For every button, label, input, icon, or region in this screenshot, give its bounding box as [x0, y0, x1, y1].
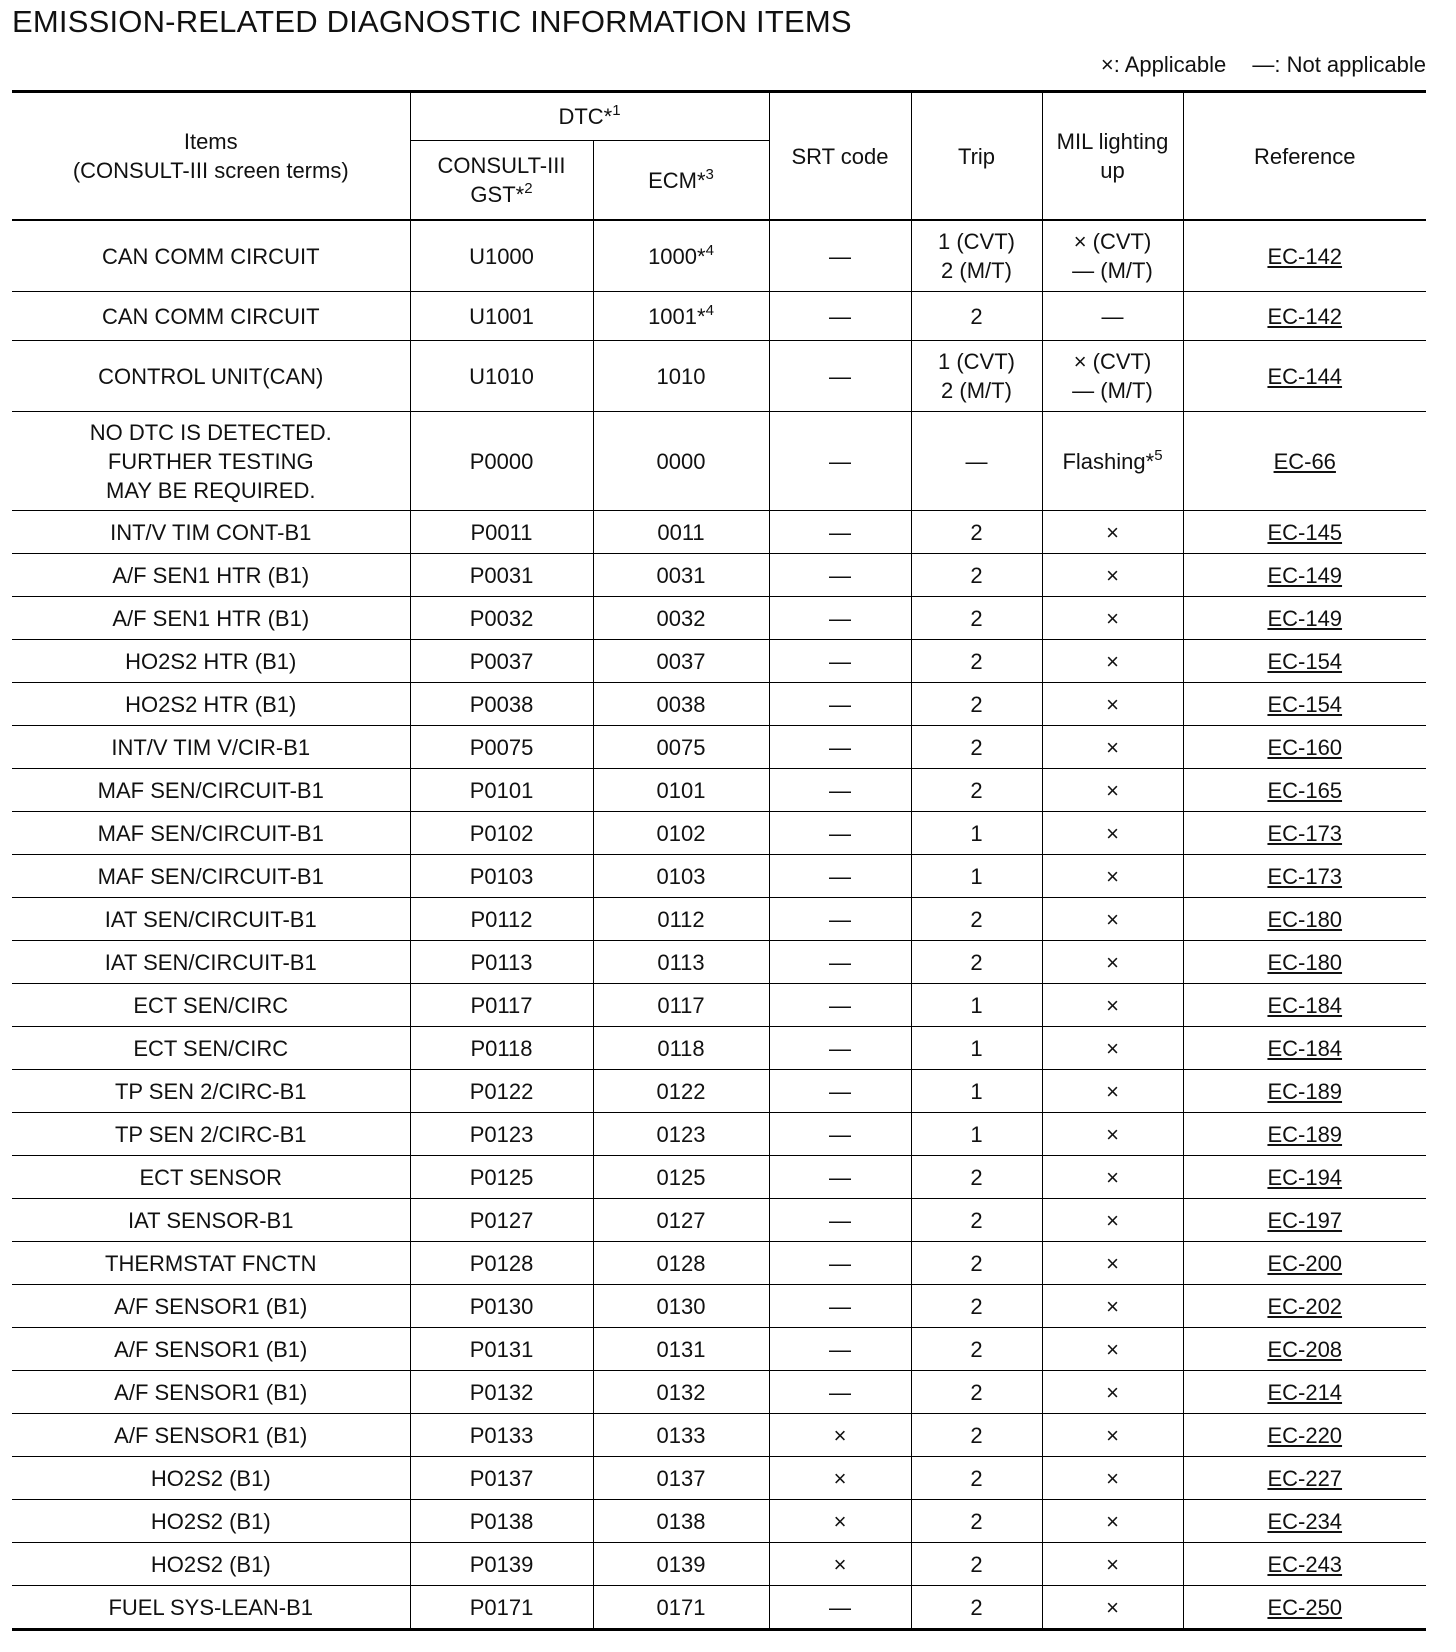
trip-cell: 2	[911, 640, 1042, 683]
table-body	[12, 220, 1426, 1630]
item-cell: MAF SEN/CIRCUIT-B1	[12, 812, 410, 855]
ecm-cell: 0011	[593, 511, 769, 554]
table-row	[12, 1113, 1426, 1156]
mil-cell: ×	[1042, 511, 1183, 554]
srt-cell: —	[769, 1242, 911, 1285]
trip-cell: 2	[911, 941, 1042, 984]
ecm-cell: 0101	[593, 769, 769, 812]
reference-link[interactable]: EC-165	[1183, 769, 1426, 812]
table-row	[12, 511, 1426, 554]
table-row	[12, 1500, 1426, 1543]
item-line: NO DTC IS DETECTED.	[89, 419, 332, 445]
consult-cell: P0133	[410, 1414, 593, 1457]
mil-cell: ×	[1042, 1328, 1183, 1371]
header-mil-line1: MIL lighting	[1056, 129, 1169, 154]
trip-cell: 2	[911, 597, 1042, 640]
reference-link[interactable]: EC-142	[1183, 292, 1426, 341]
ecm-code: 1001*	[648, 303, 706, 329]
trip-cell: 2	[911, 1457, 1042, 1500]
ecm-cell: 0117	[593, 984, 769, 1027]
trip-cell	[911, 341, 1042, 412]
reference-link[interactable]: EC-214	[1183, 1371, 1426, 1414]
consult-cell: P0139	[410, 1543, 593, 1586]
mil-cell: ×	[1042, 769, 1183, 812]
ecm-cell: 0112	[593, 898, 769, 941]
reference-link[interactable]: EC-149	[1183, 554, 1426, 597]
header-ecm	[593, 141, 769, 221]
item-cell: INT/V TIM CONT-B1	[12, 511, 410, 554]
mil-cell: ×	[1042, 554, 1183, 597]
mil-footnote: 5	[1154, 446, 1163, 464]
ecm-footnote: 4	[705, 241, 714, 259]
srt-cell: —	[769, 941, 911, 984]
srt-cell: —	[769, 898, 911, 941]
table-row	[12, 1371, 1426, 1414]
consult-cell: P0031	[410, 554, 593, 597]
consult-cell: P0132	[410, 1371, 593, 1414]
table-row	[12, 554, 1426, 597]
reference-link[interactable]: EC-180	[1183, 941, 1426, 984]
ecm-cell: 0032	[593, 597, 769, 640]
table-row	[12, 769, 1426, 812]
table-row	[12, 597, 1426, 640]
mil-cell: ×	[1042, 941, 1183, 984]
trip-line: 2 (M/T)	[941, 378, 1012, 403]
ecm-cell: 0122	[593, 1070, 769, 1113]
ecm-cell: 0102	[593, 812, 769, 855]
table-row	[12, 341, 1426, 412]
ecm-cell: 1010	[593, 341, 769, 412]
consult-cell: P0038	[410, 683, 593, 726]
mil-line: — (M/T)	[1072, 258, 1153, 283]
consult-cell: P0171	[410, 1586, 593, 1630]
header-ecm-label: ECM*	[648, 167, 706, 193]
reference-link[interactable]: EC-145	[1183, 511, 1426, 554]
srt-cell: —	[769, 1328, 911, 1371]
ecm-cell: 0075	[593, 726, 769, 769]
trip-cell: 2	[911, 1285, 1042, 1328]
item-cell: A/F SENSOR1 (B1)	[12, 1328, 410, 1371]
reference-link[interactable]: EC-189	[1183, 1070, 1426, 1113]
reference-link[interactable]: EC-184	[1183, 984, 1426, 1027]
reference-link[interactable]: EC-66	[1183, 412, 1426, 511]
srt-cell: —	[769, 220, 911, 292]
srt-cell: —	[769, 341, 911, 412]
consult-cell: P0011	[410, 511, 593, 554]
consult-cell: U1010	[410, 341, 593, 412]
item-cell: IAT SEN/CIRCUIT-B1	[12, 898, 410, 941]
srt-cell: —	[769, 511, 911, 554]
item-cell: TP SEN 2/CIRC-B1	[12, 1113, 410, 1156]
srt-cell: —	[769, 683, 911, 726]
header-items	[12, 92, 410, 221]
table-row	[12, 1457, 1426, 1500]
legend-not-applicable: —: Not applicable	[1252, 52, 1426, 77]
srt-cell: —	[769, 1156, 911, 1199]
trip-cell: 2	[911, 1156, 1042, 1199]
item-cell	[12, 412, 410, 511]
ecm-cell: 0000	[593, 412, 769, 511]
header-mil-line2: up	[1100, 158, 1125, 183]
item-cell: ECT SENSOR	[12, 1156, 410, 1199]
item-cell: FUEL SYS-LEAN-B1	[12, 1586, 410, 1630]
header-consult	[410, 141, 593, 221]
reference-link[interactable]: EC-184	[1183, 1027, 1426, 1070]
item-cell: ECT SEN/CIRC	[12, 1027, 410, 1070]
mil-cell: ×	[1042, 1199, 1183, 1242]
table-row	[12, 1543, 1426, 1586]
srt-cell: —	[769, 855, 911, 898]
mil-cell	[1042, 412, 1183, 511]
ecm-footnote: 4	[705, 301, 714, 319]
table-row	[12, 1156, 1426, 1199]
table-row	[12, 812, 1426, 855]
mil-cell: ×	[1042, 1371, 1183, 1414]
consult-cell: P0118	[410, 1027, 593, 1070]
reference-link[interactable]: EC-197	[1183, 1199, 1426, 1242]
trip-cell: 2	[911, 898, 1042, 941]
header-dtc-sup: 1	[612, 102, 621, 119]
consult-cell: P0131	[410, 1328, 593, 1371]
srt-cell: ×	[769, 1414, 911, 1457]
consult-cell: P0102	[410, 812, 593, 855]
header-consult-sup: 2	[524, 180, 533, 197]
table-row	[12, 683, 1426, 726]
trip-cell: 2	[911, 1242, 1042, 1285]
item-cell: IAT SENSOR-B1	[12, 1199, 410, 1242]
ecm-cell: 0128	[593, 1242, 769, 1285]
consult-cell: P0130	[410, 1285, 593, 1328]
mil-cell: ×	[1042, 1285, 1183, 1328]
reference-link[interactable]: EC-227	[1183, 1457, 1426, 1500]
reference-link[interactable]: EC-234	[1183, 1500, 1426, 1543]
reference-link[interactable]: EC-144	[1183, 341, 1426, 412]
srt-cell: —	[769, 812, 911, 855]
consult-cell: P0037	[410, 640, 593, 683]
reference-link[interactable]: EC-250	[1183, 1586, 1426, 1630]
trip-cell: 1	[911, 1027, 1042, 1070]
mil-cell: ×	[1042, 1457, 1183, 1500]
trip-cell: 1	[911, 984, 1042, 1027]
reference-link[interactable]: EC-142	[1183, 220, 1426, 292]
item-cell: A/F SEN1 HTR (B1)	[12, 554, 410, 597]
srt-cell: —	[769, 984, 911, 1027]
ecm-cell: 0131	[593, 1328, 769, 1371]
table-row	[12, 941, 1426, 984]
table-row	[12, 1328, 1426, 1371]
ecm-cell	[593, 220, 769, 292]
header-items-line2: (CONSULT-III screen terms)	[72, 158, 349, 183]
mil-line: — (M/T)	[1072, 378, 1153, 403]
legend-applicable: ×: Applicable	[1100, 52, 1227, 77]
header-dtc-label: DTC*	[558, 104, 613, 129]
mil-line: × (CVT)	[1073, 349, 1152, 374]
srt-cell: ×	[769, 1457, 911, 1500]
mil-cell: ×	[1042, 855, 1183, 898]
item-cell: A/F SENSOR1 (B1)	[12, 1371, 410, 1414]
consult-cell: P0101	[410, 769, 593, 812]
header-reference: Reference	[1183, 92, 1426, 221]
item-cell: CONTROL UNIT(CAN)	[12, 341, 410, 412]
srt-cell: —	[769, 1070, 911, 1113]
consult-cell: P0122	[410, 1070, 593, 1113]
header-trip: Trip	[911, 92, 1042, 221]
item-cell: HO2S2 (B1)	[12, 1500, 410, 1543]
trip-cell	[911, 220, 1042, 292]
srt-cell: —	[769, 726, 911, 769]
item-cell: A/F SENSOR1 (B1)	[12, 1414, 410, 1457]
reference-link[interactable]: EC-154	[1183, 683, 1426, 726]
ecm-cell: 0103	[593, 855, 769, 898]
table-row	[12, 1285, 1426, 1328]
trip-cell: 1	[911, 812, 1042, 855]
ecm-cell: 0137	[593, 1457, 769, 1500]
mil-cell: ×	[1042, 597, 1183, 640]
reference-link[interactable]: EC-220	[1183, 1414, 1426, 1457]
trip-cell: 2	[911, 1586, 1042, 1630]
consult-cell: P0138	[410, 1500, 593, 1543]
reference-link[interactable]: EC-243	[1183, 1543, 1426, 1586]
consult-cell: P0103	[410, 855, 593, 898]
mil-cell: ×	[1042, 984, 1183, 1027]
mil-cell: ×	[1042, 1156, 1183, 1199]
trip-line: 2 (M/T)	[941, 258, 1012, 283]
item-cell: HO2S2 HTR (B1)	[12, 640, 410, 683]
header-dtc	[410, 92, 769, 141]
item-cell: CAN COMM CIRCUIT	[12, 220, 410, 292]
mil-cell: ×	[1042, 1543, 1183, 1586]
page-title: EMISSION-RELATED DIAGNOSTIC INFORMATION ITEMS	[12, 4, 852, 39]
srt-cell: —	[769, 1199, 911, 1242]
mil-cell: ×	[1042, 1027, 1183, 1070]
ecm-cell: 0171	[593, 1586, 769, 1630]
header-mil	[1042, 92, 1183, 221]
consult-cell: P0127	[410, 1199, 593, 1242]
consult-cell: P0128	[410, 1242, 593, 1285]
ecm-cell: 0123	[593, 1113, 769, 1156]
srt-cell: —	[769, 597, 911, 640]
consult-cell: P0137	[410, 1457, 593, 1500]
item-cell: MAF SEN/CIRCUIT-B1	[12, 769, 410, 812]
reference-link[interactable]: EC-149	[1183, 597, 1426, 640]
table-row	[12, 1027, 1426, 1070]
consult-cell: P0117	[410, 984, 593, 1027]
item-cell: THERMSTAT FNCTN	[12, 1242, 410, 1285]
mil-cell: —	[1042, 292, 1183, 341]
item-cell: HO2S2 HTR (B1)	[12, 683, 410, 726]
ecm-cell: 0037	[593, 640, 769, 683]
consult-cell: P0123	[410, 1113, 593, 1156]
header-ecm-sup: 3	[705, 165, 714, 183]
trip-cell: 2	[911, 1199, 1042, 1242]
mil-line: × (CVT)	[1073, 229, 1152, 254]
reference-link[interactable]: EC-208	[1183, 1328, 1426, 1371]
mil-cell: ×	[1042, 812, 1183, 855]
ecm-cell: 0031	[593, 554, 769, 597]
mil-cell: ×	[1042, 683, 1183, 726]
consult-cell: P0112	[410, 898, 593, 941]
reference-link[interactable]: EC-154	[1183, 640, 1426, 683]
srt-cell: —	[769, 1586, 911, 1630]
item-line: FURTHER TESTING	[107, 448, 314, 474]
srt-cell: —	[769, 1371, 911, 1414]
reference-link[interactable]: EC-202	[1183, 1285, 1426, 1328]
table-row	[12, 855, 1426, 898]
trip-cell: 2	[911, 1328, 1042, 1371]
ecm-cell: 0125	[593, 1156, 769, 1199]
mil-cell: ×	[1042, 1113, 1183, 1156]
item-cell: ECT SEN/CIRC	[12, 984, 410, 1027]
reference-link[interactable]: EC-173	[1183, 812, 1426, 855]
reference-link[interactable]: EC-180	[1183, 898, 1426, 941]
mil-cell: ×	[1042, 1586, 1183, 1630]
item-line: MAY BE REQUIRED.	[106, 477, 316, 503]
mil-cell: ×	[1042, 1070, 1183, 1113]
ecm-cell: 0038	[593, 683, 769, 726]
item-cell: CAN COMM CIRCUIT	[12, 292, 410, 341]
table-row	[12, 726, 1426, 769]
srt-cell: —	[769, 1285, 911, 1328]
consult-cell: U1000	[410, 220, 593, 292]
mil-cell: ×	[1042, 726, 1183, 769]
trip-cell: 1	[911, 1113, 1042, 1156]
item-cell: HO2S2 (B1)	[12, 1457, 410, 1500]
mil-cell: ×	[1042, 1414, 1183, 1457]
consult-cell: P0075	[410, 726, 593, 769]
ecm-cell: 0138	[593, 1500, 769, 1543]
mil-cell: ×	[1042, 1242, 1183, 1285]
header-consult-line2: GST*	[470, 182, 525, 207]
mil-value: Flashing*	[1062, 448, 1155, 474]
reference-link[interactable]: EC-189	[1183, 1113, 1426, 1156]
reference-link[interactable]: EC-160	[1183, 726, 1426, 769]
item-cell: A/F SEN1 HTR (B1)	[12, 597, 410, 640]
trip-cell: 2	[911, 726, 1042, 769]
mil-cell	[1042, 341, 1183, 412]
reference-link[interactable]: EC-173	[1183, 855, 1426, 898]
consult-cell: U1001	[410, 292, 593, 341]
srt-cell: —	[769, 412, 911, 511]
table-row	[12, 1586, 1426, 1630]
srt-cell: ×	[769, 1543, 911, 1586]
consult-cell: P0125	[410, 1156, 593, 1199]
table-row	[12, 1242, 1426, 1285]
table-row	[12, 1070, 1426, 1113]
header-items-line1: Items	[183, 129, 238, 154]
trip-cell: 2	[911, 554, 1042, 597]
reference-link[interactable]: EC-194	[1183, 1156, 1426, 1199]
srt-cell: —	[769, 292, 911, 341]
srt-cell: ×	[769, 1500, 911, 1543]
trip-cell: —	[911, 412, 1042, 511]
trip-cell: 2	[911, 1500, 1042, 1543]
table-row	[12, 292, 1426, 341]
trip-cell: 2	[911, 1414, 1042, 1457]
trip-line: 1 (CVT)	[938, 349, 1015, 374]
trip-cell: 1	[911, 1070, 1042, 1113]
table-row	[12, 1199, 1426, 1242]
item-cell: A/F SENSOR1 (B1)	[12, 1285, 410, 1328]
trip-line: 1 (CVT)	[938, 229, 1015, 254]
legend	[1081, 52, 1426, 78]
ecm-cell: 0113	[593, 941, 769, 984]
consult-cell: P0000	[410, 412, 593, 511]
table-row	[12, 898, 1426, 941]
trip-cell: 2	[911, 1543, 1042, 1586]
table-row	[12, 640, 1426, 683]
consult-cell: P0113	[410, 941, 593, 984]
reference-link[interactable]: EC-200	[1183, 1242, 1426, 1285]
ecm-cell: 0118	[593, 1027, 769, 1070]
header-consult-line1: CONSULT-III	[437, 153, 566, 178]
ecm-cell: 0130	[593, 1285, 769, 1328]
consult-cell: P0032	[410, 597, 593, 640]
mil-cell	[1042, 220, 1183, 292]
ecm-cell: 0133	[593, 1414, 769, 1457]
item-cell: HO2S2 (B1)	[12, 1543, 410, 1586]
trip-cell: 2	[911, 1371, 1042, 1414]
diagnostic-items-table	[12, 90, 1426, 1631]
ecm-cell: 0127	[593, 1199, 769, 1242]
table-row	[12, 220, 1426, 292]
mil-cell: ×	[1042, 1500, 1183, 1543]
ecm-cell: 0139	[593, 1543, 769, 1586]
ecm-cell: 0132	[593, 1371, 769, 1414]
item-cell: IAT SEN/CIRCUIT-B1	[12, 941, 410, 984]
mil-cell: ×	[1042, 640, 1183, 683]
srt-cell: —	[769, 769, 911, 812]
table-row	[12, 412, 1426, 511]
table-row	[12, 1414, 1426, 1457]
trip-cell: 2	[911, 769, 1042, 812]
trip-cell: 2	[911, 292, 1042, 341]
trip-cell: 2	[911, 683, 1042, 726]
ecm-cell	[593, 292, 769, 341]
table-row	[12, 984, 1426, 1027]
srt-cell: —	[769, 1113, 911, 1156]
item-cell: INT/V TIM V/CIR-B1	[12, 726, 410, 769]
trip-cell: 1	[911, 855, 1042, 898]
item-cell: MAF SEN/CIRCUIT-B1	[12, 855, 410, 898]
mil-cell: ×	[1042, 898, 1183, 941]
srt-cell: —	[769, 640, 911, 683]
ecm-code: 1000*	[648, 243, 706, 269]
header-srt: SRT code	[769, 92, 911, 221]
trip-cell: 2	[911, 511, 1042, 554]
srt-cell: —	[769, 1027, 911, 1070]
srt-cell: —	[769, 554, 911, 597]
item-cell: TP SEN 2/CIRC-B1	[12, 1070, 410, 1113]
